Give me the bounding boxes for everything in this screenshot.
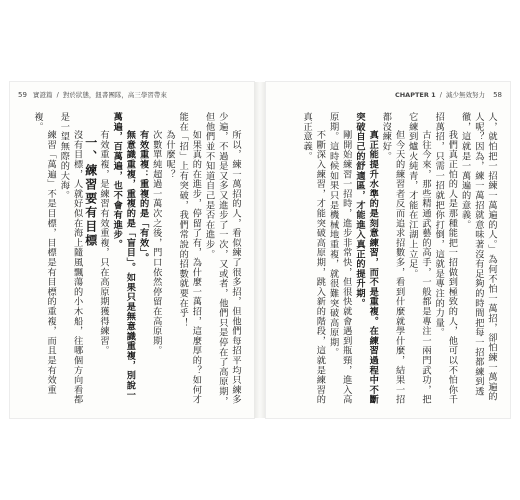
- left-body-text: [18, 112, 242, 408]
- running-head-part: 實證篇: [33, 91, 53, 99]
- paragraph: 有效重複，是練習有效重複，只在高原期獲得練習。: [97, 130, 109, 356]
- separator: /: [439, 91, 442, 99]
- book-spread: [10, 82, 510, 418]
- running-head-part: 對於狀態，鈕書團隊，高三學習帶來: [62, 91, 167, 99]
- paragraph: 剛開始練習一招時，進步非常快，但很快就會遇到瓶頸，進入高原期。這時候如果只是機械地重複，就很難突破高原期。: [327, 112, 352, 405]
- paragraph: 沒有目標，人就好似在海上隨風飄蕩的小木船，往哪個方向看都是一望無際的大海。: [58, 112, 83, 405]
- paragraph: 為什麼呢？: [163, 130, 175, 180]
- bold-paragraph: 無意識重複，重複的是「盲目」。如果只是無意識重複，別說一萬遍，百萬遍，也不會有進步。: [111, 112, 136, 401]
- left-page: [10, 82, 254, 418]
- running-head-part: CHAPTER 1: [394, 91, 436, 99]
- bold-paragraph: 有效重複：重複的是「有效」。: [137, 130, 149, 263]
- right-folio: [395, 90, 502, 99]
- paragraph: 古往今來，那些精通武藝的高手，一般都是專注一兩門武功，把它練到爐火純青，才能在江湖上立足。: [406, 112, 431, 405]
- paragraph: 我們真正怕的人是那種能把一招做到極致的人，他可以不怕你千招萬招，只需一招就把你打倒，這就是專注的力量。: [433, 112, 458, 405]
- right-body-text: [274, 112, 498, 408]
- paragraph: 所以，練一萬招的人，看似練了很多招，但他們每招平均只練多少遍，不過是又多又進步了一次，又或者，他們只是停在了高原期，但他們並不知道自己是否在進步。: [203, 112, 241, 406]
- paragraph: 不斷深入練習，才能突破高原期，跳入新的階段，這就是練習的真正意義。: [301, 112, 326, 405]
- left-folio: [18, 90, 167, 99]
- bold-paragraph: 真正能提升水準的是刻意練習，而不是重複。在練習過程中不斷突破自己的舒適區，才能進入真正的提升期。: [353, 112, 379, 405]
- paragraph: 次數單純超過一萬次之後，門口依然停留在高原期。: [150, 130, 162, 356]
- paragraph: 人，就怕把一招練一萬遍的人。」為何不怕一萬招，卻怕練一萬遍的人呢？因為，練一萬招就意味著沒有足夠的時間把每一招都練到透徹，這就是一萬遍的意義。: [459, 112, 497, 402]
- page-number: 58: [493, 91, 502, 99]
- paragraph: 但今天的練習者反而追求招數多，看到什麼就學什麼，結果一招都沒練好。: [380, 112, 405, 405]
- paragraph: 練習「萬遍」不是目標，目標是有目標的重複，而且是有效重複。: [31, 112, 57, 395]
- paragraph: 如果真的在進步，停留了有，為什麼一萬招，這麼厚的？如何才能在「招」上有突破，我們常說的招數就要在乎！: [177, 112, 202, 405]
- page-number: 59: [18, 91, 27, 99]
- section-title: 一、練習要有目標: [83, 136, 98, 248]
- right-page: [266, 82, 510, 418]
- book-gutter: [254, 82, 266, 418]
- separator: /: [56, 91, 59, 99]
- running-head-part: 減少無效努力: [446, 91, 485, 99]
